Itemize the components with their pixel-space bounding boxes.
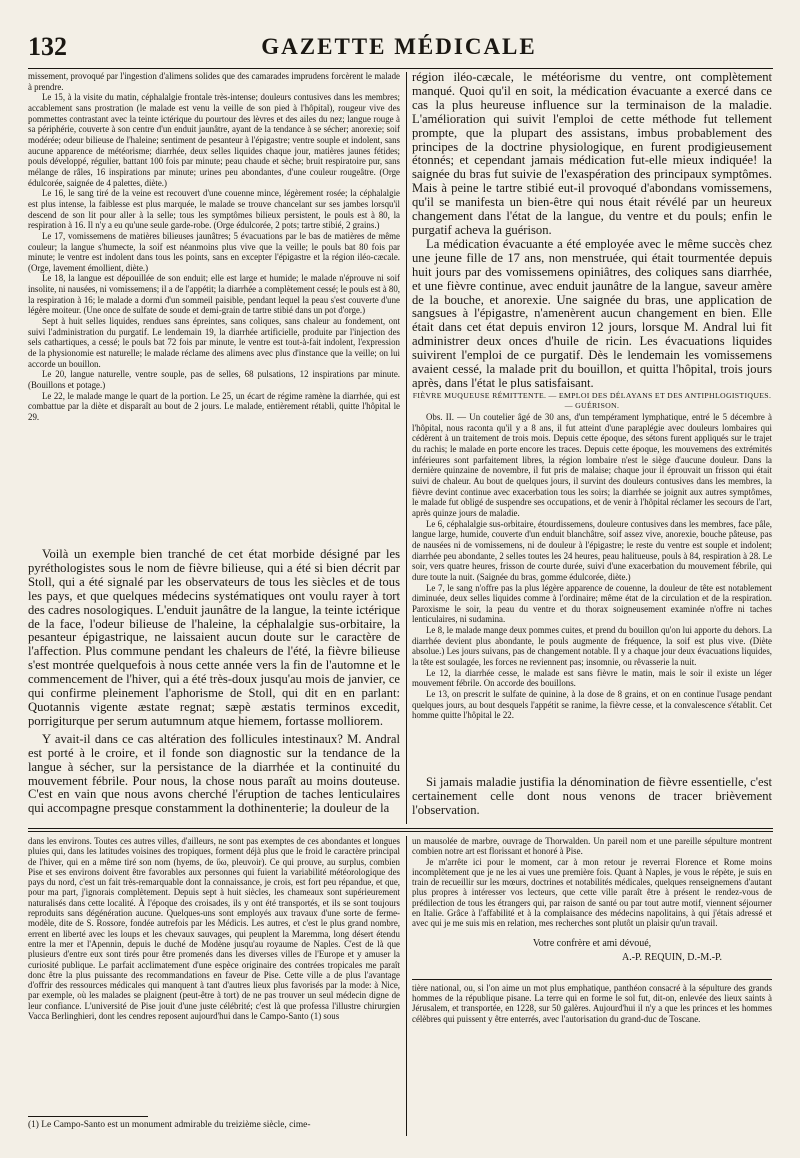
- paragraph: missement, provoqué par l'ingestion d'alimens solides que des camarades imprudens forcèrent le malade à prendre.: [28, 71, 400, 92]
- paragraph: Y avait-il dans ce cas altération des follicules intestinaux? M. Andral est porté à le croire, et il fonde son diagnostic sur la tendance de la langue à sécher, sur la persistance de la diarrhée et la continuité du mouvement fébrile. Pour nous, la chose nous paraît au moins douteuse. C'est en vain que nous avons cherché l'éruption de taches lenticulaires qui accompagne presque constamment la dothinenterie; la douleur de la: [28, 731, 400, 816]
- feuilleton-divider: [406, 836, 407, 1136]
- paragraph: Le 13, on prescrit le sulfate de quinine, à la dose de 8 grains, et on en continue l'usage pendant quelques jours, au bout desquels l'appétit se ranime, la fièvre cesse, et la convalescence s'établit. Cet homme quitte l'hôpital le 22.: [412, 689, 772, 721]
- feuilleton-rule-double: [28, 831, 773, 832]
- paragraph: un mausolée de marbre, ouvrage de Thorwalden. Un pareil nom et une pareille sépulture montrent combien notre art est florissant et honoré à Pise.: [412, 836, 772, 857]
- page-number: 132: [28, 32, 67, 61]
- commentary-right: [412, 71, 772, 389]
- letter-signature: A.-P. REQUIN, D.-M.-P.: [621, 951, 722, 963]
- paragraph: Le 22, le malade mange le quart de la portion. Le 25, un écart de régime ramène la diarrhée, qui est combattue par la diète et disparaît au bout de 2 jours. Le malade, entièrement rétabli, quitte l'hôpital le 29.: [28, 390, 400, 422]
- observation-one-notes: [28, 71, 400, 541]
- feuilleton-rule: [28, 828, 773, 829]
- paragraph: région iléo-cæcale, le météorisme du ventre, ont complètement manqué. Quoi qu'il en soit, la médication évacuante a exercé dans ce cas la plus heureuse influence sur la terminaison de la maladie. L'amélioration qui suivit l'emploi de cette méthode fut tellement prompte, que la plupart des assistans, imbus probablement des principes de la doctrine physiologique, en furent prodigieusement étonnés; et cependant jamais médication fut-elle mieux indiquée! la saignée du bras fut suivie de l'exaspération des principaux symptômes. Mais à peine le tartre stibié eut-il provoqué d'abondans vomissemens, qu'il se manifesta un bien-être qui nous était révélé par un heureux changement dans l'état de la langue, du ventre et du pouls; enfin le purgatif acheva la guérison.: [412, 71, 772, 237]
- paragraph: Le 20, langue naturelle, ventre souple, pas de selles, 68 pulsations, 12 inspirations par minute. (Bouillons et potage.): [28, 369, 400, 391]
- paragraph: La médication évacuante a été employée avec le même succès chez une jeune fille de 17 ans, non menstruée, qui était tourmentée depuis huit jours par des vomissemens opiniâtres, des coliques sans diarrhée, et une fièvre continue, avec enduit jaunâtre de la langue, saveur amère de la bouche, et anorexie. Une saignée du bras, une application de sangsues à l'épigastre, n'amenèrent aucun changement en bien. Elle était dans cet état depuis environ 12 jours, lorsque M. Andral lui fit administrer deux onces d'huile de ricin. Les évacuations liquides suivirent l'emploi de ce purgatif. Dès le lendemain les vomissemens avaient cessé, la malade prit du bouillon, et quitta l'hôpital, trois jours après, dans l'état le plus satisfaisant.: [412, 236, 772, 389]
- footnote-rule: [28, 1116, 148, 1117]
- paragraph: tière national, ou, si l'on aime un mot plus emphatique, panthéon consacré à la sépulture des grands hommes de la république pisane. La terre qui en forme le sol fut, dit-on, enlevée des lieux saints à Jérusalem, et transportée, en 1228, sur 50 galères. Aujourd'hui il n'y a que les princes et les hommes célèbres qui puissent y être enterrés, avec l'autorisation du grand-duc de Toscane.: [412, 982, 772, 1024]
- paragraph: Le 6, céphalalgie sus-orbitaire, étourdissemens, douleure contusives dans les membres, face pâle, langue large, humide, couverte d'un enduit blanchâtre, soif assez vive, anorexie, bouche pâteuse, pas de nausées ni de vomissemens, ni de douleur à l'épigastre; le reste du ventre est souple et indolent; diarrhée peu abondante, 2 selles toutes les 24 heures, peau halitueuse, pouls à 84, respiration à 28. Le soir, vers quatre heures, frisson de courte durée, suivi d'une exacerbation du mouvement fébrile, qui dure toute la nuit. (Saignée du bras, gomme édulcorée, diète.): [412, 518, 772, 582]
- feuilleton-right: [412, 836, 772, 1136]
- observation-two: [412, 391, 772, 773]
- paragraph: Le 16, le sang tiré de la veine est recouvert d'une couenne mince, légèrement rosée; la céphalalgie est plus intense, la faiblesse est plus marquée, le malade se trouve chancelant sur ses jambes lorsqu'il descend de son lit pour aller à la selle; tous les symptômes bilieux persistent, le pouls est à 80, la respiration à 16. Il n'y a eu qu'une seule garde-robe. (Orge édulcorée, 2 pots; tartre stibié, 2 grains.): [28, 188, 400, 231]
- paragraph: Sept à huit selles liquides, rendues sans épreintes, sans coliques, sans chaleur au fondement, ont suivi l'administration du purgatif. Le lendemain 19, la diarrhée artificielle, produite par l'injection des sels cathartiques, a cessé; le pouls bat 72 fois par minute, le ventre est tout-à-fait indolent, l'expression de la physionomie est naturelle; le malade réclame des alimens avec plus d'instance que la veille; on lui accorde un bouillon.: [28, 316, 400, 369]
- paragraph: Le 8, le malade mange deux pommes cuites, et prend du bouillon qu'on lui apporte du dehors. La diarrhée devient plus abondante, le pouls augmente de fréquence, la soif est plus vive. (Diète absolue.) Les jours suivans, pas de changement notable. Il y a chaque jour deux évacuations liquides, la tête est soulagée, les forces ne reviennent pas; insomnie, ou rêvasserie la nuit.: [412, 625, 772, 668]
- journal-title: GAZETTE MÉDICALE: [261, 34, 537, 59]
- paragraph: Obs. II. — Un coutelier âgé de 30 ans, d'un tempérament lymphatique, entré le 5 décembre à l'hôpital, nous raconta qu'il y a 8 ans, il fut atteint d'une paraplégie avec douleurs lombaires qui cédèrent à un traitement de trois mois. Depuis cette époque, des sétons furent appliqués sur le trajet du rachis; le malade en porte encore les traces. Depuis cette époque, les mouvemens des extrémités inférieures sont parfaitement libres, la région lombaire n'est le siège d'aucune douleur. Dans la dernière quinzaine de novembre, il fut pris de malaise; chaque jour il éprouvait un frisson qui était suivi de chaleur. Au bout de quelques jours, il survint des douleurs contusives dans les membres, la fièvre devint continue avec exacerbation tous les soirs; la diarrhée se joignit aux autres symptômes, le malade fut obligé de suspendre ses occupations, et de venir à l'hôpital réclamer les secours de l'art, après quinze jours de maladie.: [412, 412, 772, 518]
- paragraph: Je m'arrête ici pour le moment, car à mon retour je reverrai Florence et Rome moins incomplètement que je ne les ai vues une première fois. Quant à Naples, je vous le répète, je suis en train de recueillir sur les mœurs, doctrines et notabilités médicales, quelques renseignemens d'autant plus propres à intéresser vos lecteurs, que cette ville paraît être à présent le rendez-vous de prédilection de tous les étrangers qui, par raison de santé ou par tout autre motif, viennent séjourner en Italie. Grâce à l'affabilité et à la complaisance des médecins napolitains, à qui j'étais adressé et avec qui je me suis mis en relation, mes recherches sont plutôt un plaisir qu'un travail.: [412, 856, 772, 929]
- paragraph: Le 18, la langue est dépouillée de son enduit; elle est large et humide; le malade n'éprouve ni soif insolite, ni nausées, ni vomissemens; il a de l'appétit; la diarrhée a complètement cessé; le pouls est à 80, la respiration à 16; le malade a dormi d'un sommeil paisible, pendant lequel la peau s'est couverte d'une légère moiteur. (Une once de sulfate de soude et demi-grain de tartre stibié dans un pot d'orge.): [28, 273, 400, 316]
- paragraph: dans les environs. Toutes ces autres villes, d'ailleurs, ne sont pas exemptes de ces abondantes et longues pluies qui, dans les latitudes voisines des tropiques, forment déjà plus que le froid le caractère principal de l'hiver, qui en a même tiré son nom (hyems, de ὕω, pleuvoir). Ce qui prouve, au surplus, combien Pise et ses environs doivent être favorables aux personnes qui fuient la variabilité météorologique des pays du nord, c'est un fait très-remarquable dont la connaissance, je crois, est fort peu répandue, et que, pour ma part, j'ignorais complètement. Depuis sept à huit siècles, les chameaux sont supérieurement naturalisés dans cette localité. À l'époque des croisades, ils y ont été transportés, et ils se sont toujours reproduits sans dégénération aucune. Quelques-uns sont employés aux travaux d'une sorte de ferme-modèle, dite de S. Rossore, fondée autrefois par les Médicis. Les autres, et c'est le plus grand nombre, errent en liberté avec les loups et les chevaux sauvages, qui peuplent la Maremma, long désert étendu entre la mer et l'Apennin, depuis le duché de Modène jusqu'au royaume de Naples. C'est de là que plusieurs d'entre eux sont tirés pour être promenés dans les diverses villes de l'Europe et y amuser la curiosité publique. Le parfait acclimatement d'une espèce originaire des contrées tropicales me paraît donc être la plus puissante des recommandations en faveur de Pise. Cette ville a de plus l'avantage d'offrir des ressources médicales qui manquent à tant d'autres lieux plus favorisés par la mode: à Nice, par exemple, où les malades se plaignent (peut-être à tort) de ne pas trouver un seul médecin digne de leur confiance. L'université de Pise jouit d'une juste célébrité; c'est là que professa l'illustre chirurgien Vacca Berlinghieri, dont les cendres reposent aujourd'hui dans le Campo-Santo (1) sous: [28, 836, 400, 1022]
- paragraph: Le 15, à la visite du matin, céphalalgie frontale très-intense; douleurs contusives dans les membres; accablement sans prostration (le malade est venu la veille de son pied à l'hôpital), rougeur vive des pommettes contrastant avec la teinte ictérique du pourtour des lèvres et des ailes du nez; langue rouge à sa périphérie, couverte à son centre d'un enduit jaunâtre, ayant de la tendance à se sécher; anorexie; soif modérée; odeur bilieuse de l'haleine; sentiment de pesanteur à l'épigastre; ventre souple et indolent, sans aucune apparence de météorisme; diarrhée, deux selles liquides chaque jour, matières jaunes fétides; pouls développé, régulier, battant 100 fois par minute; peau chaude et sèche; bruit respiratoire pur, sans mélange de râles, 16 inspirations par minute; urines peu abondantes, d'une couleur rougeâtre. (Orge édulcorée, saignée de 4 palettes, diète.): [28, 92, 400, 188]
- page-header: [28, 32, 770, 66]
- observation-title: FIÈVRE MUQUEUSE RÉMITTENTE. — EMPLOI DES DÉLAYANS ET DES ANTIPHLOGISTIQUES. — GUÉRISON.: [412, 391, 772, 410]
- section-rule: [412, 979, 772, 980]
- footnote: (1) Le Campo-Santo est un monument admirable du treizième siècle, cime-: [28, 1120, 311, 1130]
- commentary-left: [28, 548, 400, 824]
- letter-signoff: Votre confrère et ami dévoué,: [532, 937, 652, 949]
- header-rule: [28, 68, 773, 69]
- column-divider: [406, 72, 407, 824]
- feuilleton-left: [28, 836, 400, 1114]
- paragraph: Le 7, le sang n'offre pas la plus légère apparence de couenne, la douleur de tête est notablement diminuée, deux selles liquides comme à l'ordinaire; même état de la circulation et de la respiration. Paroxisme le soir, la peau du ventre et du thorax soigneusement examinée n'offre ni taches lenticulaires, ni sudamina.: [412, 582, 772, 625]
- paragraph: Le 12, la diarrhée cesse, le malade est sans fièvre le matin, mais le soir il existe un léger mouvement fébrile. On accorde des bouillons.: [412, 667, 772, 689]
- paragraph: Le 17, vomissemens de matières bilieuses jaunâtres; 5 évacuations par le bas de matières de même couleur; la langue s'humecte, la soif est néanmoins plus vive que la veille; le pouls bat 80 fois par minute; le ventre est indolent dans tous les points, sans en excepter l'épigastre et la région iléo-cæcale. (Orge, lavement émollient, diète.): [28, 230, 400, 273]
- paragraph: Si jamais maladie justifia la dénomination de fièvre essentielle, c'est certainement celle dont nous venons de tracer brièvement l'observation.: [412, 776, 772, 817]
- conclusion: [412, 776, 772, 822]
- paragraph: Voilà un exemple bien tranché de cet état morbide désigné par les pyréthologistes sous le nom de fièvre bilieuse, qui a été si bien décrit par Stoll, qui a été signalé par les observateurs de tous les siècles et de tous les pays, et que quelques médecins systématiques ont voulu rayer à tort des cadres nosologiques. L'enduit jaunâtre de la langue, la teinte ictérique de la face, l'odeur bilieuse de l'haleine, la céphalalgie sus-orbitaire, la pesanteur épigastrique, ne laissaient aucun doute sur le caractère de l'affection. Plus commune pendant les chaleurs de l'été, la fièvre bilieuse s'est montrée quelquefois à nous cette année vers la fin de l'automne et le commencement de l'hiver, qui a été très-doux jusqu'au mois de janvier, ce qui confirme pleinement l'aphorisme de Stoll, qui dit en en parlant: Quotannis vigente æstate regnat; sæpè æstatis terminos excedit, porrigiturque per serum autumnum atque hiemem, fortasse molliorem.: [28, 548, 400, 728]
